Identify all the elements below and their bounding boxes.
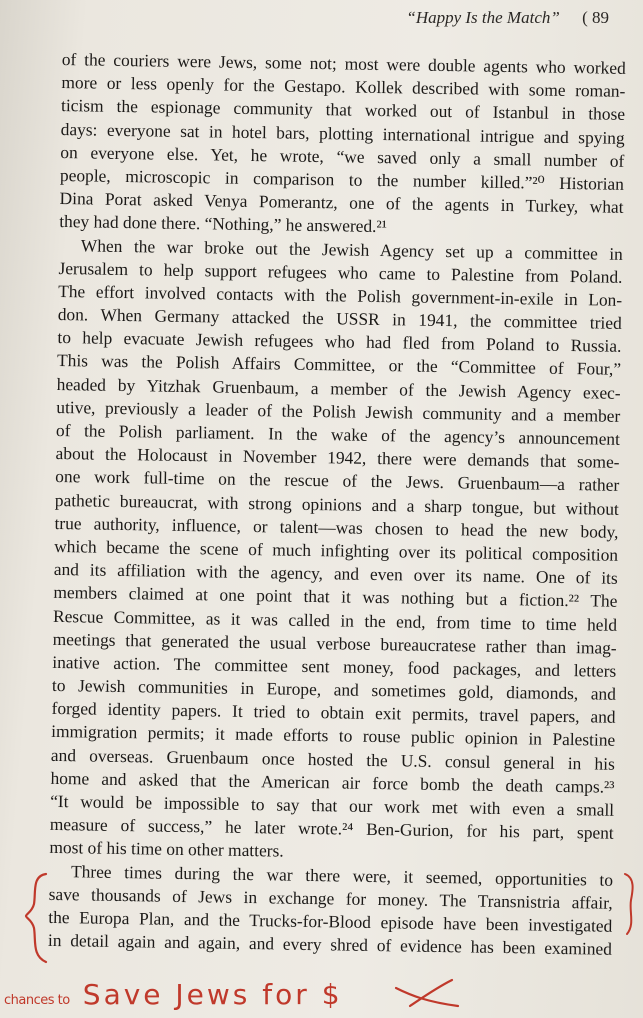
text-line: The effort involved contacts with the Polish government-in-exile in Lon- — [58, 280, 623, 310]
text-line: one work full-time on the rescue of the Jews. Gruenbaum—a rather — [55, 466, 620, 496]
running-title: “Happy Is the Match” — [406, 8, 560, 27]
running-head — [406, 8, 609, 28]
text-line: true authority, influence, or talent—was chosen to head the new body, — [54, 512, 619, 542]
text-line: meetings that generated the usual verbose bureaucratese rather than imag- — [52, 628, 617, 658]
text-line: headed by Yitzhak Gruenbaum, a member of the Jewish Agency exec- — [56, 373, 621, 403]
text-line: the Europa Plan, and the Trucks-for-Blood episode have been investigated — [48, 906, 613, 936]
text-line: about the Holocaust in November 1942, there were demands that some- — [55, 443, 620, 472]
text-line: on everyone else. Yet, he wrote, “we saved only a small number of — [60, 141, 625, 171]
text-line: ticism the espionage community that worked out of Istanbul in those — [60, 95, 626, 125]
text-line: immigration permits; it made efforts to rouse public opinion in Palestine — [51, 721, 616, 751]
text-line: utive, previously a leader of the Polish Jewish community and a member — [56, 396, 621, 426]
text-line: This was the Polish Affairs Committee, or the “Committee of Four,” — [56, 350, 622, 380]
scribble-cross-mark — [392, 976, 462, 1010]
text-line: to Jewish communities in Europe, and sometimes gold, diamonds, and — [51, 674, 617, 704]
text-line: inative action. The committee sent money, food packages, and letters — [52, 651, 617, 681]
text-line: don. When Germany attacked the USSR in 1941, the committee tried — [57, 304, 622, 333]
text-line: which became the scene of much infighting over its political composition — [54, 535, 619, 565]
text-line: and overseas. Gruenbaum once hosted the U.S. consul general in his — [50, 744, 615, 774]
text-line: most of his time on other matters. — [49, 837, 284, 861]
text-line: to help evacuate Jewish refugees who had fled from Poland to Russia. — [57, 327, 622, 357]
body-text — [48, 48, 626, 961]
margin-bracket-mark — [22, 870, 52, 966]
text-line: pathetic bureaucrat, with strong opinions and a sharp tongue, but without — [54, 489, 619, 519]
text-line: forged identity papers. It tried to obtain exit permits, travel papers, and — [51, 698, 616, 728]
text-line: and its affiliation with the agency, and even over its name. One of its — [53, 559, 618, 588]
text-line: save thousands of Jews in exchange for money. The Transnistria affair, — [48, 883, 613, 913]
page-number: ( 89 — [582, 8, 609, 27]
text-line: people, microscopic in comparison to the number killed.”²⁰ Historian — [59, 164, 625, 194]
text-line: in detail again and again, and every shred of evidence has been examined — [47, 930, 613, 959]
margin-bracket-mark-right — [621, 868, 641, 938]
text-line: of the couriers were Jews, some not; most were double agents who worked — [61, 48, 626, 78]
text-line: “It would be impossible to say that our work met with even a small — [50, 790, 615, 820]
text-line: measure of success,” he later wrote.²⁴ Ben-Gurion, for his part, spent — [49, 814, 614, 843]
handwritten-annotation — [4, 978, 343, 1011]
text-line: days: everyone sat in hotel bars, plotting international intrigue and spying — [60, 118, 625, 148]
text-line: they had done there. “Nothing,” he answered.²¹ — [59, 211, 388, 237]
text-line: members claimed at one point that it was nothing but a fiction.²² The — [53, 582, 618, 612]
text-line: home and asked that the American air force bomb the death camps.²³ — [50, 767, 615, 797]
text-line: Rescue Committee, as it was called in the end, from time to time held — [52, 605, 618, 635]
text-line: Dina Porat asked Venya Pomerantz, one of the agents in Turkey, what — [59, 188, 624, 217]
handwritten-annotation-big: Save Jews for $ — [82, 978, 343, 1011]
text-line: When the war broke out the Jewish Agency set up a committee in — [80, 234, 624, 264]
text-line: Jerusalem to help support refugees who came to Palestine from Poland. — [58, 257, 623, 287]
handwritten-annotation-small: chances to — [4, 993, 70, 1008]
text-line: of the Polish parliament. In the wake of the agency’s announcement — [55, 419, 621, 449]
text-line: Three times during the war there were, it seemed, opportunities to — [70, 860, 614, 890]
text-line: more or less openly for the Gestapo. Kollek described with some roman- — [61, 72, 626, 102]
